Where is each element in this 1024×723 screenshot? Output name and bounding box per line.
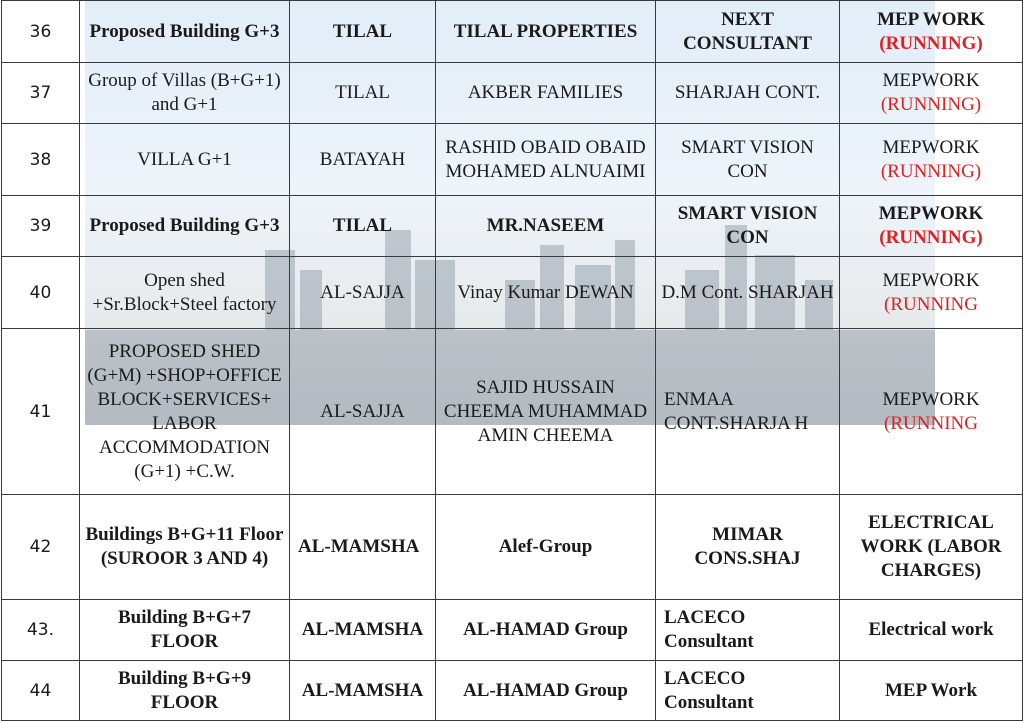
- location: AL-MAMSHA: [290, 661, 436, 721]
- consultant: D.M Cont. SHARJAH: [656, 257, 840, 329]
- consultant: ENMAA CONT.SHARJA H: [656, 329, 840, 495]
- consultant: SMART VISION CON: [656, 196, 840, 257]
- row-number: 43.: [2, 600, 80, 661]
- consultant: NEXT CONSULTANT: [656, 1, 840, 63]
- work-type: MEP Work: [884, 679, 978, 701]
- location: TILAL: [290, 63, 436, 124]
- consultant: SHARJAH CONT.: [656, 63, 840, 124]
- location: AL-SAJJA: [290, 257, 436, 329]
- client: Vinay Kumar DEWAN: [436, 257, 656, 329]
- table-row: [2, 661, 1023, 721]
- location: TILAL: [290, 1, 436, 63]
- work-type: MEPWORK: [882, 136, 980, 158]
- status-label: (RUNNING): [879, 32, 983, 54]
- work-scope: [840, 1, 1023, 63]
- row-number: 41: [2, 329, 80, 495]
- project-name: Building B+G+7 FLOOR: [80, 600, 290, 661]
- work-scope: [840, 661, 1023, 721]
- project-name: PROPOSED SHED (G+M) +SHOP+OFFICE BLOCK+SERVICES+ LABOR ACCOMMODATION (G+1) +C.W.: [80, 329, 290, 495]
- consultant: MIMAR CONS.SHAJ: [656, 495, 840, 600]
- client: AKBER FAMILIES: [436, 63, 656, 124]
- client: TILAL PROPERTIES: [436, 1, 656, 63]
- row-number: 38: [2, 124, 80, 196]
- status-label: (RUNNING): [880, 160, 982, 182]
- table-row: [2, 495, 1023, 600]
- row-number: 36: [2, 1, 80, 63]
- location: AL-MAMSHA: [290, 495, 436, 600]
- table-row: [2, 196, 1023, 257]
- projects-table: [1, 0, 1023, 721]
- project-name: VILLA G+1: [80, 124, 290, 196]
- table-row: [2, 600, 1023, 661]
- location: AL-SAJJA: [290, 329, 436, 495]
- status-label: (RUNNING: [884, 412, 978, 434]
- work-type: Electrical work: [868, 619, 994, 640]
- table-row: [2, 1, 1023, 63]
- client: RASHID OBAID OBAID MOHAMED ALNUAIMI: [436, 124, 656, 196]
- status-label: (RUNNING): [880, 94, 982, 115]
- work-type: MEPWORK: [878, 203, 984, 224]
- work-scope: [840, 329, 1023, 495]
- row-number: 44: [2, 661, 80, 721]
- consultant: SMART VISION CON: [656, 124, 840, 196]
- project-name: Proposed Building G+3: [80, 1, 290, 63]
- client: SAJID HUSSAIN CHEEMA MUHAMMAD AMIN CHEEMA: [436, 329, 656, 495]
- client: AL-HAMAD Group: [436, 661, 656, 721]
- consultant: LACECO Consultant: [656, 600, 840, 661]
- work-scope: [840, 600, 1023, 661]
- row-number: 39: [2, 196, 80, 257]
- row-number: 40: [2, 257, 80, 329]
- project-name: Building B+G+9 FLOOR: [80, 661, 290, 721]
- client: MR.NASEEM: [436, 196, 656, 257]
- work-scope: [840, 495, 1023, 600]
- table-row: [2, 329, 1023, 495]
- client: AL-HAMAD Group: [436, 600, 656, 661]
- work-scope: [840, 196, 1023, 257]
- project-name: Buildings B+G+11 Floor (SUROOR 3 AND 4): [80, 495, 290, 600]
- table-row: [2, 63, 1023, 124]
- table-row: [2, 124, 1023, 196]
- location: TILAL: [290, 196, 436, 257]
- status-label: (RUNNING: [884, 293, 978, 315]
- work-type: ELECTRICAL WORK (LABOR CHARGES): [860, 512, 1002, 581]
- consultant: LACECO Consultant: [656, 661, 840, 721]
- location: BATAYAH: [290, 124, 436, 196]
- status-label: (RUNNING): [879, 227, 983, 248]
- project-name: Group of Villas (B+G+1) and G+1: [80, 63, 290, 124]
- row-number: 42: [2, 495, 80, 600]
- project-name: Proposed Building G+3: [80, 196, 290, 257]
- work-type: MEPWORK: [882, 70, 980, 91]
- row-number: 37: [2, 63, 80, 124]
- work-scope: [840, 63, 1023, 124]
- work-scope: [840, 124, 1023, 196]
- work-type: MEP WORK: [877, 8, 985, 30]
- work-type: MEPWORK: [882, 269, 980, 291]
- table-row: [2, 257, 1023, 329]
- location: AL-MAMSHA: [290, 600, 436, 661]
- project-name: Open shed +Sr.Block+Steel factory: [80, 257, 290, 329]
- work-type: MEPWORK: [882, 388, 980, 410]
- work-scope: [840, 257, 1023, 329]
- client: Alef-Group: [436, 495, 656, 600]
